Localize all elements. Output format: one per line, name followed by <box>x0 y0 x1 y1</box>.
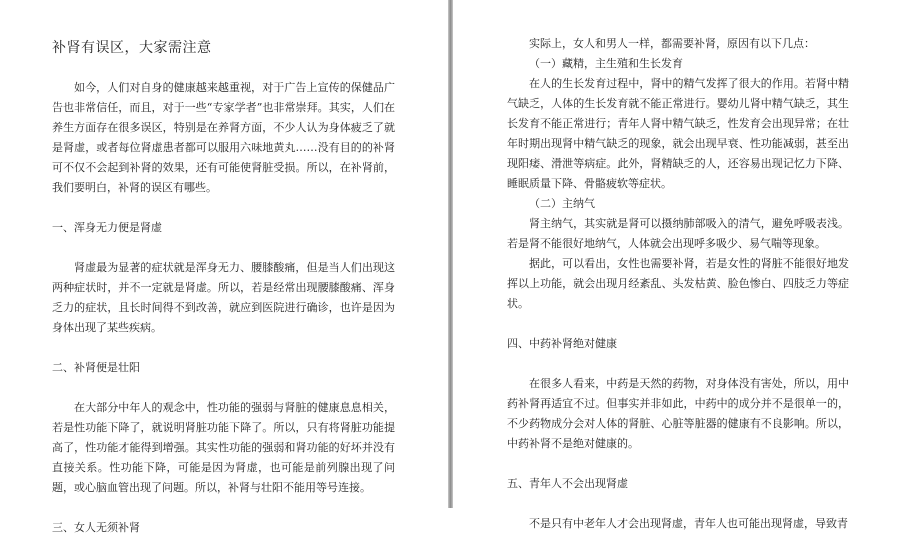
section-2-heading: 二、补肾便是壮阳 <box>52 361 140 374</box>
subheading-2: （二）主纳气 <box>529 197 595 210</box>
intro-paragraph: 如今，人们对自身的健康越来越重视，对于广告上宣传的保健品广告也非常信任，而且，对于一些“专家学者”也非常崇拜。其实，人们在养生方面存在很多误区，特别是在养肾方面，不少人认为身体疲乏了就是肾虚，或者每位肾虚患者都可以服用六味地黄丸……没有目的的补肾可不仅不会起到补肾的效果，还有可能使肾脏受损。所以，在补肾前，我们要明白，补肾的误区有哪些。 <box>52 81 395 194</box>
section-5-body: 不是只有中老年人才会出现肾虚，青年人也可能出现肾虚，导致青 <box>529 517 848 530</box>
section-1-heading: 一、浑身无力便是肾虚 <box>52 221 162 234</box>
article-title: 补肾有误区，大家需注意 <box>52 40 212 56</box>
section-3-intro: 实际上，女人和男人一样，都需要补肾，原因有以下几点： <box>529 37 815 50</box>
section-2-body: 在大部分中年人的观念中，性功能的强弱与肾脏的健康息息相关，若是性功能下降了，就说明肾脏功能下降了。所以，只有将肾脏功能提高了，性功能才能得到增强。其实性功能的强弱和肾功能的好坏并没有直接关系。性功能下降，可能是因为肾虚，也可能是前列腺出现了问题，或心脑血管出现了问题。所以，补肾与壮阳不能用等号连接。 <box>52 401 395 494</box>
section-4-heading: 四、中药补肾绝对健康 <box>507 337 617 350</box>
subheading-2-body: 肾主纳气，其实就是肾可以摄纳肺部吸入的清气，避免呼吸表浅。若是肾不能很好地纳气，人体就会出现呼多吸少、易气喘等现象。 <box>507 217 849 250</box>
subheading-1: （一）藏精，主生殖和生长发育 <box>529 57 683 70</box>
section-3-heading: 三、女人无须补肾 <box>52 521 140 534</box>
right-page <box>453 0 900 530</box>
section-4-body: 在很多人看来，中药是天然的药物，对身体没有害处，所以，用中药补肾再适宜不过。但事实并非如此，中药中的成分并不是很单一的，不少药物成分会对人体的肾脏、心脏等脏器的健康有不良影响。所以，中药补肾不是绝对健康的。 <box>507 377 849 450</box>
section-3-conclusion: 据此，可以看出，女性也需要补肾，若是女性的肾脏不能很好地发挥以上功能，就会出现月经紊乱、头发枯黄、脸色惨白、四肢乏力等症状。 <box>507 257 849 310</box>
right-page-content <box>507 34 849 534</box>
left-page-content <box>52 38 395 538</box>
left-page <box>0 0 448 534</box>
subheading-1-body: 在人的生长发育过程中，肾中的精气发挥了很大的作用。若肾中精气缺乏，人体的生长发育就不能正常进行。婴幼儿肾中精气缺乏，其生长发育不能正常进行；青年人肾中精气缺乏，性发育会出现异常；在壮年时期出现肾中精气缺乏的现象，就会出现早衰、性功能减弱，甚至出现阳痿、滑泄等病症。此外，肾精缺乏的人，还容易出现记忆力下降、睡眠质量下降、骨骼疲软等症状。 <box>507 77 849 190</box>
section-5-heading: 五、青年人不会出现肾虚 <box>507 477 628 490</box>
section-1-body: 肾虚最为显著的症状就是浑身无力、腰膝酸痛，但是当人们出现这两种症状时，并不一定就是肾虚。所以，若是经常出现腰膝酸痛、浑身乏力的症状，且长时间得不到改善，就应到医院进行确诊，也许是因为身体出现了某些疾病。 <box>52 261 395 334</box>
